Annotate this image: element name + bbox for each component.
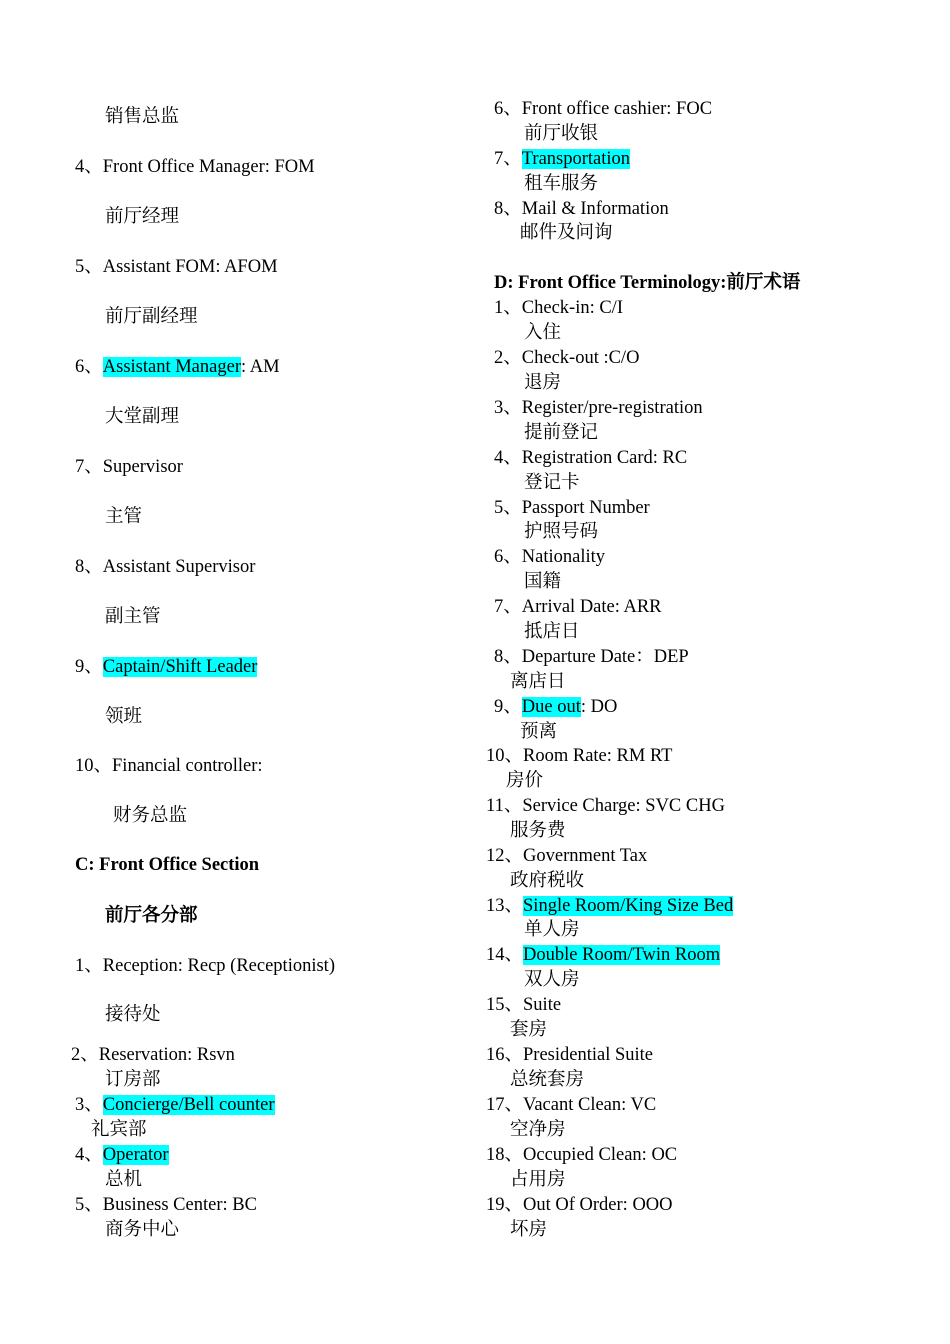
term-text: Vacant Clean: VC <box>523 1095 657 1115</box>
right-line-27: 房价 <box>506 771 544 791</box>
item-number: 4、 <box>494 448 522 468</box>
right-line-13: 提前登记 <box>524 423 599 443</box>
term-text: Assistant Supervisor <box>102 557 256 577</box>
term-text: Registration Card: RC <box>521 448 688 468</box>
right-line-15: 登记卡 <box>524 473 580 493</box>
left-line-8 <box>75 455 183 479</box>
item-number: 8、 <box>75 557 103 577</box>
term-text: Business Center: BC <box>102 1195 257 1215</box>
item-number: 6、 <box>494 99 522 119</box>
item-number: 7、 <box>494 149 522 169</box>
highlighted-term: Concierge/Bell counter <box>102 1095 275 1115</box>
right-line-28 <box>486 794 725 818</box>
item-number: 3、 <box>75 1095 103 1115</box>
term-text: Government Tax <box>523 846 648 866</box>
term-text: Service Charge: SVC CHG <box>522 796 725 816</box>
term-text: Front office cashier: FOC <box>521 99 713 119</box>
right-line-19: 国籍 <box>524 572 562 592</box>
item-number: 19、 <box>486 1195 524 1215</box>
right-line-8 <box>494 296 623 320</box>
term-text: Financial controller: <box>112 756 263 776</box>
term-text: Nationality <box>521 547 605 567</box>
term-text: Departure Date：DEP <box>521 647 689 667</box>
right-line-30 <box>486 844 647 868</box>
left-line-26 <box>75 1193 257 1217</box>
right-line-3 <box>494 147 630 171</box>
right-line-43: 占用房 <box>510 1170 566 1190</box>
term-text: Room Rate: RM RT <box>523 746 673 766</box>
item-number: 7、 <box>75 457 103 477</box>
item-number: 6、 <box>494 547 522 567</box>
item-number: 8、 <box>494 647 522 667</box>
item-number: 12、 <box>486 846 524 866</box>
highlighted-term: Operator <box>102 1145 169 1165</box>
right-line-17: 护照号码 <box>524 522 599 542</box>
left-line-21: 订房部 <box>105 1070 161 1090</box>
right-line-23: 离店日 <box>510 672 566 692</box>
left-line-12 <box>75 655 257 679</box>
term-text: Check-in: C/I <box>521 298 623 318</box>
section-heading-c: C: Front Office Section <box>75 855 260 875</box>
right-line-29: 服务费 <box>510 821 566 841</box>
right-line-41: 空净房 <box>510 1120 566 1140</box>
right-line-11: 退房 <box>524 373 562 393</box>
right-line-18 <box>494 545 605 569</box>
highlighted-term: Due out <box>521 697 581 717</box>
right-line-22 <box>494 645 689 669</box>
term-text: Reservation: Rsvn <box>98 1045 235 1065</box>
left-line-14 <box>75 754 263 778</box>
term-text: Out Of Order: OOO <box>523 1195 673 1215</box>
right-line-6: 邮件及问询 <box>520 223 613 243</box>
item-number: 11、 <box>486 796 523 816</box>
section-heading-d: D: Front Office Terminology:前厅术语 <box>494 273 801 293</box>
right-line-10 <box>494 346 639 370</box>
left-line-7: 大堂副理 <box>105 407 180 427</box>
item-number: 2、 <box>494 348 522 368</box>
left-line-6 <box>75 355 280 379</box>
item-number: 5、 <box>494 498 522 518</box>
left-line-3: 前厅经理 <box>105 207 180 227</box>
item-number: 5、 <box>75 257 103 277</box>
item-number: 9、 <box>75 657 103 677</box>
right-line-25: 预离 <box>520 722 558 742</box>
term-text: Reception: Recp (Receptionist) <box>102 956 335 976</box>
highlighted-term: Assistant Manager <box>102 357 241 377</box>
right-line-16 <box>494 496 650 520</box>
term-text: Check-out :C/O <box>521 348 640 368</box>
term-text: Register/pre-registration <box>521 398 703 418</box>
item-number: 14、 <box>486 945 524 965</box>
term-text: Mail & Information <box>521 199 669 219</box>
left-line-9: 主管 <box>105 507 143 527</box>
item-number: 8、 <box>494 199 522 219</box>
left-line-15: 财务总监 <box>113 806 188 826</box>
left-line-13: 领班 <box>105 707 143 727</box>
left-line-4 <box>75 255 278 279</box>
item-number: 4、 <box>75 1145 103 1165</box>
item-number: 6、 <box>75 357 103 377</box>
right-line-34 <box>486 943 720 967</box>
item-number: 9、 <box>494 697 522 717</box>
section-subheading-c: 前厅各分部 <box>105 906 198 926</box>
term-text: Arrival Date: ARR <box>521 597 662 617</box>
left-line-10 <box>75 555 255 579</box>
right-line-39: 总统套房 <box>510 1070 585 1090</box>
right-line-44 <box>486 1193 673 1217</box>
highlighted-term: Single Room/King Size Bed <box>523 896 734 916</box>
left-line-18 <box>75 954 335 978</box>
item-number: 17、 <box>486 1095 524 1115</box>
item-number: 1、 <box>75 956 103 976</box>
term-abbrev: : AM <box>240 357 280 377</box>
right-line-35: 双人房 <box>524 970 580 990</box>
right-line-42 <box>486 1143 677 1167</box>
highlighted-term: Transportation <box>521 149 631 169</box>
item-number: 5、 <box>75 1195 103 1215</box>
item-number: 10、 <box>75 756 113 776</box>
left-line-11: 副主管 <box>105 607 161 627</box>
left-line-22 <box>75 1093 275 1117</box>
term-abbrev: : DO <box>580 697 618 717</box>
item-number: 4、 <box>75 157 103 177</box>
term-text: Assistant FOM: AFOM <box>102 257 278 277</box>
left-line-19: 接待处 <box>105 1005 161 1025</box>
item-number: 16、 <box>486 1045 524 1065</box>
right-line-2: 前厅收银 <box>524 124 599 144</box>
left-line-25: 总机 <box>105 1170 143 1190</box>
right-line-36 <box>486 993 561 1017</box>
term-text: Suite <box>523 995 562 1015</box>
right-line-33: 单人房 <box>524 920 580 940</box>
item-number: 2、 <box>71 1045 99 1065</box>
item-number: 7、 <box>494 597 522 617</box>
left-line-24 <box>75 1143 169 1167</box>
right-line-21: 抵店日 <box>524 622 580 642</box>
right-line-45: 坏房 <box>510 1220 548 1240</box>
highlighted-term: Double Room/Twin Room <box>523 945 721 965</box>
right-line-1 <box>494 97 712 121</box>
right-line-32 <box>486 894 733 918</box>
right-line-40 <box>486 1093 656 1117</box>
term-text: Occupied Clean: OC <box>523 1145 678 1165</box>
right-line-24 <box>494 695 617 719</box>
highlighted-term: Captain/Shift Leader <box>102 657 258 677</box>
left-line-2 <box>75 155 315 179</box>
right-line-37: 套房 <box>510 1020 548 1040</box>
right-line-4: 租车服务 <box>524 174 599 194</box>
left-line-5: 前厅副经理 <box>105 307 198 327</box>
right-line-20 <box>494 595 662 619</box>
left-line-1: 销售总监 <box>105 107 180 127</box>
left-line-23: 礼宾部 <box>91 1120 147 1140</box>
right-line-31: 政府税收 <box>510 871 585 891</box>
term-text: Presidential Suite <box>523 1045 654 1065</box>
item-number: 3、 <box>494 398 522 418</box>
right-line-9: 入住 <box>524 323 562 343</box>
item-number: 18、 <box>486 1145 524 1165</box>
item-number: 1、 <box>494 298 522 318</box>
right-line-12 <box>494 396 703 420</box>
right-line-5 <box>494 197 669 221</box>
right-line-14 <box>494 446 687 470</box>
left-line-20 <box>71 1043 235 1067</box>
right-line-26 <box>486 744 672 768</box>
item-number: 13、 <box>486 896 524 916</box>
item-number: 10、 <box>486 746 524 766</box>
right-line-38 <box>486 1043 653 1067</box>
term-text: Front Office Manager: FOM <box>102 157 315 177</box>
item-number: 15、 <box>486 995 524 1015</box>
term-text: Supervisor <box>102 457 183 477</box>
term-text: Passport Number <box>521 498 650 518</box>
left-line-27: 商务中心 <box>105 1220 180 1240</box>
